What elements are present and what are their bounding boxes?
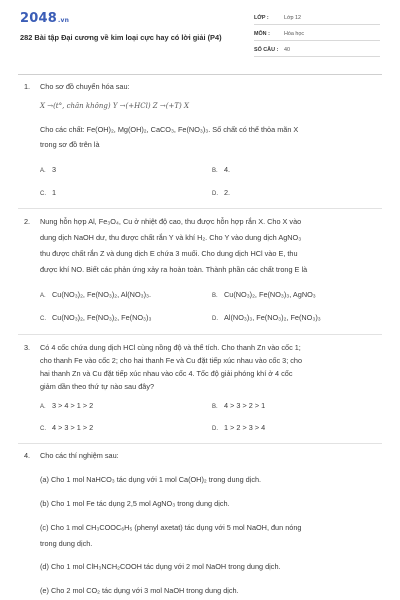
- answer-option-b[interactable]: B. 4.: [212, 165, 231, 174]
- question-divider: [18, 443, 382, 444]
- meta-key: SỐ CÂU :: [254, 47, 279, 53]
- experiment-item: (e) Cho 2 mol CO₂ tác dụng với 3 mol NaOH trong dung dịch.: [40, 586, 239, 595]
- question-text: Cho các thí nghiệm sau:: [40, 451, 119, 460]
- site-logo[interactable]: 2048.vn: [20, 11, 70, 26]
- answer-option-b[interactable]: B. Cu(NO₃)₂, Fe(NO₃)₃, AgNO₃: [212, 290, 316, 299]
- question-number: 2.: [24, 217, 31, 226]
- document-title: 282 Bài tập Đại cương về kim loại cực hay có lời giải (P4): [20, 33, 222, 42]
- answer-option-d[interactable]: D. 1 > 2 > 3 > 4: [212, 423, 266, 432]
- answer-option-c[interactable]: C. 4 > 3 > 1 > 2: [40, 423, 94, 432]
- meta-value: Lớp 12: [284, 15, 302, 21]
- answer-option-a[interactable]: A. Cu(NO₃)₂, Fe(NO₃)₂, Al(NO₃)₃.: [40, 290, 152, 299]
- answer-option-c[interactable]: C. 1: [40, 188, 57, 197]
- question-divider: [18, 208, 382, 209]
- conversion-scheme: X →(t°, chân không) Y →(+HCl) Z →(+T) X: [40, 102, 189, 110]
- question-text: trong sơ đồ trên là: [40, 140, 100, 149]
- question-text: Cho các chất: Fe(OH)₂, Mg(OH)₂, CaCO₃, Fe(NO₃)₃. Số chất có thể thỏa mãn X: [40, 125, 299, 134]
- experiment-item: (d) Cho 1 mol ClH₃NCH₂COOH tác dụng với 2 mol NaOH trong dung dịch.: [40, 562, 281, 571]
- experiment-item: (c) Cho 1 mol CH₃COOC₆H₅ (phenyl axetat) tác dụng với 5 mol NaOH, đun nóng: [40, 523, 302, 532]
- question-text: Nung hỗn hợp Al, Fe₃O₄, Cu ở nhiệt độ cao, thu được hỗn hợp rắn X. Cho X vào: [40, 217, 302, 226]
- answer-option-d[interactable]: D. 2.: [212, 188, 231, 197]
- meta-key: MÔN :: [254, 31, 270, 37]
- experiment-item: trong dung dịch.: [40, 539, 93, 548]
- question-number: 3.: [24, 343, 31, 352]
- answer-option-c[interactable]: C. Cu(NO₃)₂, Fe(NO₃)₂, Fe(NO₃)₃: [40, 313, 152, 322]
- meta-value: 40: [284, 47, 290, 53]
- experiment-item: (a) Cho 1 mol NaHCO₃ tác dụng với 1 mol Ca(OH)₂ trong dung dịch.: [40, 475, 262, 484]
- question-text: Cho sơ đồ chuyển hóa sau:: [40, 82, 130, 91]
- question-text: thu được chất rắn Z và dung dịch E chứa 3 muối. Cho dung dịch HCl vào E, thu: [40, 249, 298, 258]
- question-number: 4.: [24, 451, 31, 460]
- question-text: được khí NO. Biết các phản ứng xảy ra hoàn toàn. Thành phần các chất trong E là: [40, 265, 308, 274]
- question-text: cho thanh Fe vào cốc 2; cho hai thanh Fe và Cu đặt tiếp xúc nhau vào cốc 3; cho: [40, 356, 303, 365]
- answer-option-a[interactable]: A. 3 > 4 > 1 > 2: [40, 401, 94, 410]
- question-text: giảm dần theo thứ tự nào sau đây?: [40, 382, 155, 391]
- question-divider: [18, 334, 382, 335]
- answer-option-a[interactable]: A. 3: [40, 165, 57, 174]
- question-text: dung dịch NaOH dư, thu được chất rắn Y và khí H₂. Cho Y vào dung dịch AgNO₃: [40, 233, 302, 242]
- question-text: hai thanh Zn và Cu đặt tiếp xúc nhau vào cốc 4. Tốc độ giải phóng khí ở 4 cốc: [40, 369, 293, 378]
- answer-option-d[interactable]: D. Al(NO₃)₃, Fe(NO₃)₂, Fe(NO₃)₃: [212, 313, 321, 322]
- meta-value: Hóa học: [284, 31, 305, 37]
- answer-option-b[interactable]: B. 4 > 3 > 2 > 1: [212, 401, 266, 410]
- question-number: 1.: [24, 82, 31, 91]
- question-text: Có 4 cốc chứa dung dịch HCl cùng nồng độ và thể tích. Cho thanh Zn vào cốc 1;: [40, 343, 301, 352]
- experiment-item: (b) Cho 1 mol Fe tác dụng 2,5 mol AgNO₃ trong dung dịch.: [40, 499, 230, 508]
- meta-key: LỚP :: [254, 15, 269, 21]
